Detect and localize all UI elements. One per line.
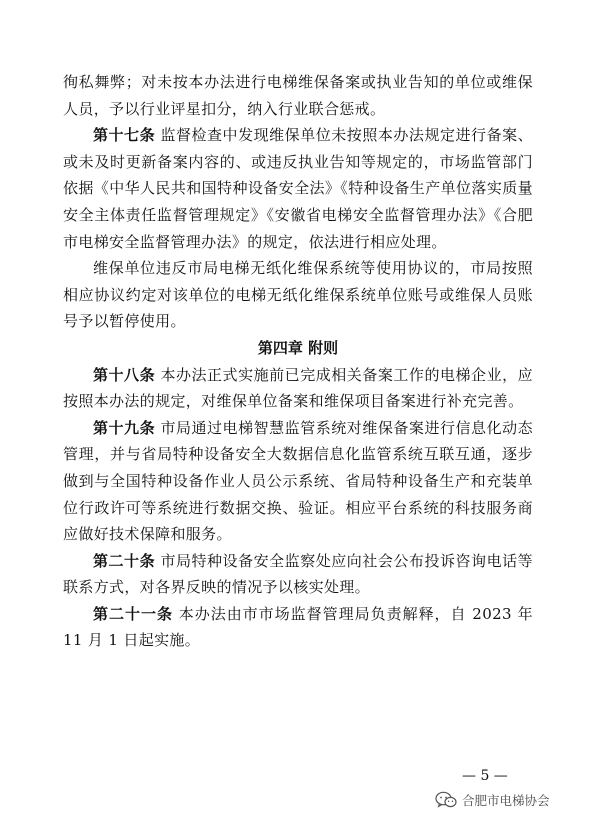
paragraph-continuation: [63, 69, 533, 122]
article-heading: 第十八条: [93, 365, 156, 384]
article-21: [63, 601, 533, 654]
article-text: 市局特种设备安全监察处应向社会公布投诉咨询电话等联系方式，对各界反映的情况予以核实处理。: [63, 551, 533, 597]
article-text: 本办法正式实施前已完成相关备案工作的电梯企业，应按照本办法的规定，对维保单位备案和维保项目备案进行补充完善。: [63, 365, 533, 411]
article-heading: 第十九条: [93, 418, 156, 437]
page-number: — 5 —: [462, 768, 508, 784]
source-watermark: [435, 791, 550, 809]
article-heading: 第二十条: [93, 551, 156, 570]
paragraph-text: 徇私舞弊；对未按本办法进行电梯维保备案或执业告知的单位或维保人员，予以行业评星扣分，纳入行业联合惩戒。: [63, 73, 533, 118]
article-text: 市局通过电梯智慧监管系统对维保备案进行信息化动态管理，并与省局特种设备安全大数据信息化监管系统互联互通，逐步做到与全国特种设备作业人员公示系统、省局特种设备生产和充装单位行政许可等系统进行数据交换、验证。相应平台系统的科技服务商应做好技术保障和服务。: [63, 418, 533, 544]
paragraph-text: 维保单位违反市局电梯无纸化维保系统等使用协议的，市局按照相应协议约定对该单位的电梯无纸化维保系统单位账号或维保人员账号予以暂停使用。: [63, 259, 533, 331]
article-17: [63, 122, 533, 255]
article-20: [63, 548, 533, 601]
chapter-title: 第四章 附则: [257, 338, 339, 357]
paragraph-agreement-violation: [63, 255, 533, 335]
article-18: [63, 362, 533, 415]
wechat-icon: [435, 791, 457, 809]
watermark-text: 合肥市电梯协会: [462, 793, 550, 808]
article-19: [63, 415, 533, 548]
document-body: [63, 69, 533, 654]
article-text: 本办法由市市场监督管理局负责解释，自 2023 年 11 月 1 日起实施。: [63, 604, 533, 650]
article-text: 监督检查中发现维保单位未按照本办法规定进行备案、或未及时更新备案内容的、或违反执业告知等规定的，市场监管部门依据《中华人民共和国特种设备安全法》《特种设备生产单位落实质量安全主体责任监督管理规定》《安徽省电梯安全监督管理办法》《合肥市电梯安全监督管理办法》的规定，依法进行相应处理。: [63, 126, 533, 251]
article-heading: 第十七条: [93, 126, 156, 145]
article-heading: 第二十一条: [93, 604, 173, 623]
